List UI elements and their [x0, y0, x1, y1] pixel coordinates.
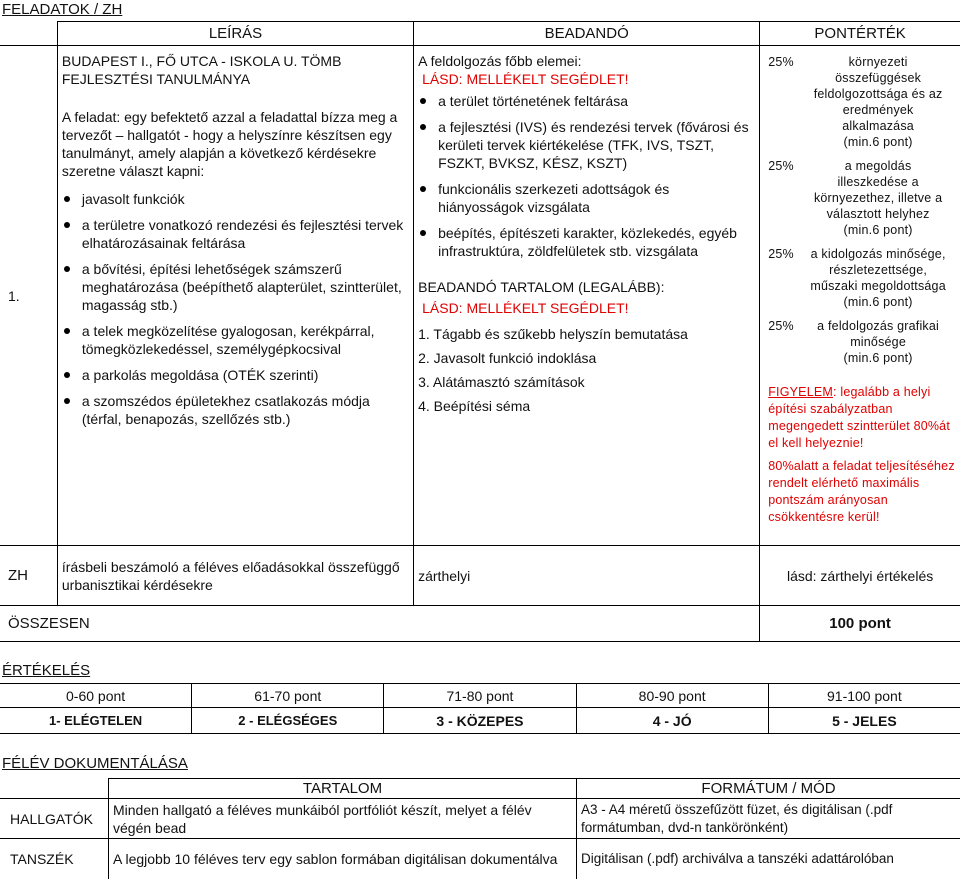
warning-note: FIGYELEM: legalább a helyi építési szabályzatban megengedett szintterület 80%át el kell helyeznie!	[768, 385, 951, 450]
elements-list	[418, 92, 755, 260]
points-item: 25% a feldolgozás grafikai minősége (min.6 pont)	[768, 319, 940, 365]
task-intro: A feladat: egy befektető azzal a feladattal bízza meg a tervezőt – hallgatót - hogy a helyszínre készítsen egy tanulmányt, amely alapján a következő kérdésekre szeretne választ kapni:	[61, 109, 398, 179]
evaluation-title: ÉRTÉKELÉS	[2, 662, 91, 679]
documentation-title: FÉLÉV DOKUMENTÁLÁSA	[2, 755, 188, 772]
list-item: 4. Beépítési séma	[418, 398, 531, 414]
list-item: a szomszédos épületekhez csatlakozás módja (térfal, benapozás, szellőzés stb.)	[62, 392, 409, 428]
grade-cell: 1- ELÉGTELEN	[0, 708, 192, 734]
doc-header-content: TARTALOM	[109, 779, 577, 799]
list-item: a területre vonatkozó rendezési és fejlesztési tervek elhatározásainak feltárása	[62, 216, 409, 252]
task-questions	[62, 190, 409, 428]
zh-deliverable: zárthelyi	[418, 567, 471, 584]
grade-cell: 4 - JÓ	[576, 708, 768, 734]
total-label: ÖSSZESEN	[8, 615, 90, 632]
doc-header-format: FORMÁTUM / MÓD	[577, 779, 960, 799]
points-item: 25% a kidolgozás minősége, részletezettsége, műszaki megoldottsága (min.6 pont)	[768, 247, 946, 309]
zh-description: írásbeli beszámoló a féléves előadásokkal összefüggő urbanisztikai kérdésekre	[61, 558, 400, 593]
zh-label: ZH	[8, 567, 28, 584]
doc-row-format: A3 - A4 méretű összefűzött füzet, és digitálisan (.pdf formátumban, dvd-n tankörönként)	[581, 801, 893, 835]
points-breakdown	[760, 46, 960, 526]
see-attached-note: LÁSD: MELLÉKELT SEGÉDLET!	[422, 71, 629, 87]
evaluation-table	[0, 683, 960, 734]
points-item: 25% környezeti összefüggések feldolgozottsága és az eredmények alkalmazása (min.6 pont)	[768, 55, 943, 149]
col-header-deliverable: BEADANDÓ	[414, 22, 760, 46]
total-value: 100 pont	[829, 615, 891, 632]
list-item: a fejlesztési (IVS) és rendezési tervek (fővárosi és kerületi tervek kiértékelése (TFK, IVS, TSZT, FSZKT, BVKSZ, KÉSZ, KSZT)	[418, 118, 755, 172]
range-cell: 80-90 pont	[576, 684, 768, 708]
list-item: a bővítési, építési lehetőségek számszerű meghatározása (beépíthető alapterület, szintterület, magasság stb.)	[62, 260, 409, 314]
list-item: 1. Tágabb és szűkebb helyszín bemutatása	[418, 326, 688, 342]
doc-row-who: HALLGATÓK	[10, 810, 93, 827]
grade-cell: 5 - JELES	[768, 708, 960, 734]
elements-title: A feldolgozás főbb elemei:	[418, 53, 582, 69]
doc-row-content: Minden hallgató a féléves munkáiból portfóliót készít, melyet a félév végén bead	[113, 801, 532, 836]
see-attached-note-2: LÁSD: MELLÉKELT SEGÉDLET!	[422, 300, 629, 316]
list-item: a terület történetének feltárása	[418, 92, 755, 110]
list-item: 3. Alátámasztó számítások	[418, 374, 585, 390]
range-cell: 61-70 pont	[192, 684, 384, 708]
doc-row-who: TANSZÉK	[10, 850, 74, 867]
points-item: 25% a megoldás illeszkedése a környezethez, illetve a választott helyhez (min.6 pont)	[768, 159, 943, 237]
warning-note-2: 80%alatt a feladat teljesítéséhez rendelt elérhető maximális pontszám arányosan csökkentésre kerül!	[768, 459, 955, 524]
list-item: 2. Javasolt funkció indoklása	[418, 350, 597, 366]
list-item: javasolt funkciók	[62, 190, 409, 208]
col-header-points: PONTÉRTÉK	[760, 22, 960, 46]
task-title: BUDAPEST I., FŐ UTCA - ISKOLA U. TÖMB FEJLESZTÉSI TANULMÁNYA	[61, 53, 342, 87]
content-items	[418, 322, 755, 418]
range-cell: 91-100 pont	[768, 684, 960, 708]
zh-points: lásd: zárthelyi értékelés	[786, 567, 934, 584]
content-title: BEADANDÓ TARTALOM (LEGALÁBB):	[418, 279, 665, 295]
task-number: 1.	[8, 287, 20, 304]
tasks-table	[0, 21, 960, 642]
doc-row-content: A legjobb 10 féléves terv egy sablon formában digitálisan dokumentálva	[113, 850, 558, 867]
col-header-description: LEÍRÁS	[57, 22, 413, 46]
range-cell: 71-80 pont	[384, 684, 576, 708]
list-item: beépítés, építészeti karakter, közlekedés, egyéb infrastruktúra, zöldfelületek stb. vizsgálata	[418, 224, 755, 260]
list-item: funkcionális szerkezeti adottságok és hiányosságok vizsgálata	[418, 180, 755, 216]
list-item: a telek megközelítése gyalogosan, kerékpárral, tömegközlekedéssel, személygépkocsival	[62, 322, 409, 358]
grade-cell: 2 - ELÉGSÉGES	[192, 708, 384, 734]
documentation-table	[0, 778, 960, 879]
page-heading: FELADATOK / ZH	[2, 1, 123, 18]
doc-row-format: Digitálisan (.pdf) archiválva a tanszéki adattárolóban	[581, 850, 894, 866]
range-cell: 0-60 pont	[0, 684, 192, 708]
grade-cell: 3 - KÖZEPES	[384, 708, 576, 734]
list-item: a parkolás megoldása (OTÉK szerinti)	[62, 366, 409, 384]
